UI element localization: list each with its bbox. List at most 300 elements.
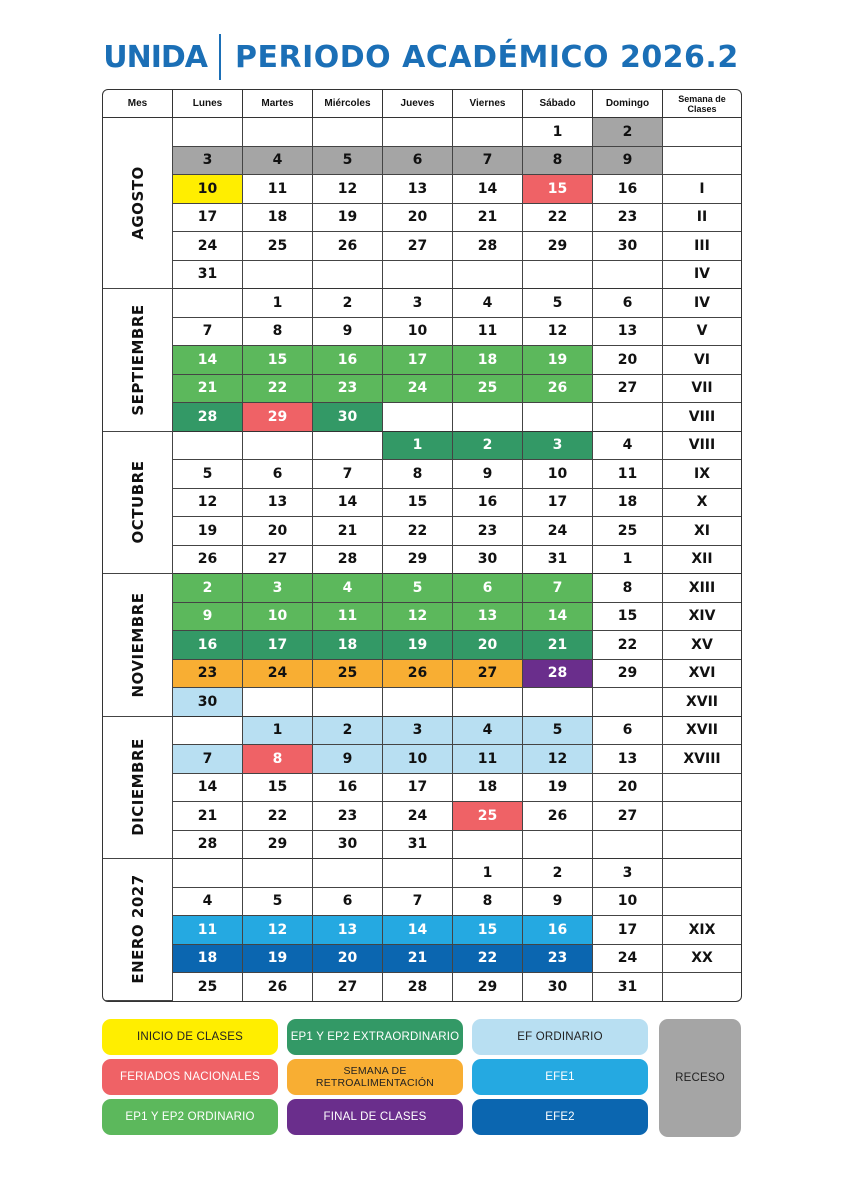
day-cell: 24 — [383, 802, 453, 831]
day-cell: 8 — [243, 745, 313, 774]
week-number-cell — [663, 774, 741, 803]
week-row — [103, 232, 741, 261]
calendar-header-row — [103, 90, 741, 118]
day-cell: 17 — [523, 489, 593, 518]
week-row — [103, 432, 741, 461]
week-row — [103, 774, 741, 803]
week-row — [103, 802, 741, 831]
day-cell: 29 — [453, 973, 523, 1001]
month-block — [103, 574, 741, 717]
legend-ep1-ep2-extraordinario — [287, 1019, 463, 1055]
day-cell: 24 — [173, 232, 243, 261]
week-number-cell: XIII — [663, 574, 741, 603]
week-number-cell: XII — [663, 546, 741, 575]
day-cell: 31 — [383, 831, 453, 860]
day-cell: 20 — [313, 945, 383, 974]
day-cell: 24 — [523, 517, 593, 546]
day-cell: 10 — [383, 318, 453, 347]
week-number-cell: XVII — [663, 688, 741, 717]
legend-ep1-ep2-ordinario — [102, 1099, 278, 1135]
day-cell: 4 — [593, 432, 663, 461]
week-number-cell — [663, 831, 741, 860]
week-number-cell: VI — [663, 346, 741, 375]
day-cell — [453, 688, 523, 717]
day-cell: 18 — [593, 489, 663, 518]
day-cell: 8 — [383, 460, 453, 489]
week-number-cell: XVIII — [663, 745, 741, 774]
week-row — [103, 517, 741, 546]
day-cell: 22 — [593, 631, 663, 660]
week-row — [103, 489, 741, 518]
day-cell: 29 — [523, 232, 593, 261]
day-cell: 31 — [593, 973, 663, 1001]
day-cell: 11 — [593, 460, 663, 489]
header-divider — [219, 34, 221, 80]
legend-label: RECESO — [675, 1072, 725, 1084]
day-cell: 4 — [313, 574, 383, 603]
day-cell: 27 — [243, 546, 313, 575]
day-cell: 19 — [243, 945, 313, 974]
day-cell: 11 — [313, 603, 383, 632]
day-cell: 13 — [313, 916, 383, 945]
day-cell — [173, 717, 243, 746]
week-number-cell — [663, 147, 741, 176]
legend-label: EF ORDINARIO — [517, 1031, 603, 1043]
month-label: SEPTIEMBRE — [128, 304, 147, 416]
page-title: PERIODO ACADÉMICO 2026.2 — [235, 39, 739, 75]
col-header-sabado: Sábado — [523, 90, 593, 118]
day-cell: 15 — [383, 489, 453, 518]
day-cell: 6 — [593, 289, 663, 318]
day-cell: 9 — [313, 745, 383, 774]
day-cell: 23 — [313, 802, 383, 831]
day-cell: 17 — [173, 204, 243, 233]
day-cell: 23 — [523, 945, 593, 974]
day-cell: 21 — [173, 375, 243, 404]
day-cell: 14 — [313, 489, 383, 518]
day-cell: 29 — [243, 403, 313, 432]
day-cell: 21 — [173, 802, 243, 831]
day-cell: 24 — [593, 945, 663, 974]
day-cell: 16 — [593, 175, 663, 204]
day-cell: 7 — [383, 888, 453, 917]
day-cell: 7 — [523, 574, 593, 603]
day-cell: 18 — [453, 774, 523, 803]
month-cell — [103, 717, 173, 860]
legend-semana-retroalimentacion — [287, 1059, 463, 1095]
week-row — [103, 318, 741, 347]
legend-label: FINAL DE CLASES — [323, 1111, 427, 1123]
day-cell: 18 — [173, 945, 243, 974]
week-row — [103, 631, 741, 660]
day-cell: 22 — [523, 204, 593, 233]
day-cell — [243, 688, 313, 717]
day-cell: 11 — [173, 916, 243, 945]
week-number-cell — [663, 859, 741, 888]
legend-inicio-de-clases — [102, 1019, 278, 1055]
day-cell — [593, 831, 663, 860]
day-cell: 14 — [173, 346, 243, 375]
week-number-cell: IX — [663, 460, 741, 489]
week-row — [103, 261, 741, 290]
day-cell — [173, 432, 243, 461]
day-cell: 16 — [313, 346, 383, 375]
day-cell: 6 — [453, 574, 523, 603]
day-cell: 25 — [593, 517, 663, 546]
day-cell: 19 — [523, 346, 593, 375]
day-cell — [243, 118, 313, 147]
week-number-cell: X — [663, 489, 741, 518]
month-cell — [103, 118, 173, 289]
day-cell — [593, 688, 663, 717]
day-cell: 27 — [593, 375, 663, 404]
day-cell: 30 — [523, 973, 593, 1001]
day-cell: 10 — [523, 460, 593, 489]
day-cell — [593, 403, 663, 432]
day-cell: 5 — [523, 717, 593, 746]
day-cell: 1 — [523, 118, 593, 147]
day-cell: 27 — [593, 802, 663, 831]
day-cell: 14 — [453, 175, 523, 204]
day-cell: 5 — [523, 289, 593, 318]
month-label: NOVIEMBRE — [128, 592, 147, 698]
day-cell: 10 — [173, 175, 243, 204]
day-cell: 5 — [173, 460, 243, 489]
day-cell: 22 — [453, 945, 523, 974]
week-number-cell: IV — [663, 261, 741, 290]
month-block — [103, 717, 741, 860]
day-cell: 9 — [313, 318, 383, 347]
week-row — [103, 375, 741, 404]
day-cell: 31 — [173, 261, 243, 290]
day-cell: 15 — [243, 346, 313, 375]
week-number-cell: III — [663, 232, 741, 261]
day-cell: 17 — [383, 346, 453, 375]
week-row — [103, 831, 741, 860]
day-cell: 3 — [243, 574, 313, 603]
legend-efe1 — [472, 1059, 648, 1095]
day-cell: 12 — [313, 175, 383, 204]
day-cell: 19 — [313, 204, 383, 233]
week-row — [103, 916, 741, 945]
day-cell: 26 — [313, 232, 383, 261]
day-cell: 14 — [523, 603, 593, 632]
day-cell: 22 — [383, 517, 453, 546]
day-cell: 6 — [313, 888, 383, 917]
day-cell: 16 — [173, 631, 243, 660]
day-cell: 13 — [243, 489, 313, 518]
day-cell: 3 — [383, 289, 453, 318]
legend — [102, 1019, 742, 1139]
day-cell: 18 — [453, 346, 523, 375]
week-number-cell — [663, 118, 741, 147]
week-row — [103, 346, 741, 375]
day-cell: 12 — [523, 745, 593, 774]
day-cell — [313, 118, 383, 147]
day-cell — [313, 261, 383, 290]
day-cell — [453, 261, 523, 290]
month-cell — [103, 432, 173, 575]
day-cell: 27 — [453, 660, 523, 689]
day-cell: 2 — [593, 118, 663, 147]
day-cell: 16 — [523, 916, 593, 945]
day-cell: 6 — [243, 460, 313, 489]
day-cell: 4 — [173, 888, 243, 917]
day-cell: 22 — [243, 802, 313, 831]
day-cell: 25 — [313, 660, 383, 689]
day-cell: 29 — [593, 660, 663, 689]
day-cell: 5 — [383, 574, 453, 603]
day-cell: 11 — [243, 175, 313, 204]
month-block — [103, 289, 741, 432]
month-cell — [103, 859, 173, 1001]
day-cell: 28 — [453, 232, 523, 261]
day-cell — [593, 261, 663, 290]
day-cell: 25 — [453, 375, 523, 404]
week-row — [103, 973, 741, 1001]
day-cell: 23 — [313, 375, 383, 404]
day-cell: 26 — [523, 375, 593, 404]
legend-final-de-clases — [287, 1099, 463, 1135]
day-cell: 4 — [453, 717, 523, 746]
day-cell — [523, 261, 593, 290]
day-cell: 27 — [383, 232, 453, 261]
page-header — [0, 34, 842, 80]
col-header-miercoles: Miércoles — [313, 90, 383, 118]
day-cell: 7 — [173, 745, 243, 774]
day-cell: 12 — [523, 318, 593, 347]
day-cell: 2 — [313, 717, 383, 746]
day-cell — [173, 289, 243, 318]
day-cell: 9 — [593, 147, 663, 176]
day-cell: 25 — [173, 973, 243, 1001]
day-cell: 8 — [593, 574, 663, 603]
legend-ef-ordinario — [472, 1019, 648, 1055]
day-cell: 11 — [453, 318, 523, 347]
day-cell: 30 — [173, 688, 243, 717]
day-cell: 6 — [383, 147, 453, 176]
week-number-cell: II — [663, 204, 741, 233]
day-cell: 13 — [593, 318, 663, 347]
day-cell: 17 — [383, 774, 453, 803]
day-cell: 30 — [313, 831, 383, 860]
day-cell: 13 — [453, 603, 523, 632]
col-header-domingo: Domingo — [593, 90, 663, 118]
day-cell: 3 — [173, 147, 243, 176]
day-cell: 19 — [173, 517, 243, 546]
month-label: OCTUBRE — [128, 460, 147, 544]
day-cell: 1 — [453, 859, 523, 888]
week-number-cell — [663, 973, 741, 1001]
week-row — [103, 717, 741, 746]
week-number-cell: XI — [663, 517, 741, 546]
day-cell: 3 — [523, 432, 593, 461]
week-number-cell: VIII — [663, 432, 741, 461]
col-header-viernes: Viernes — [453, 90, 523, 118]
day-cell: 7 — [453, 147, 523, 176]
week-number-cell — [663, 888, 741, 917]
calendar-table — [102, 89, 742, 1002]
day-cell: 11 — [453, 745, 523, 774]
day-cell: 20 — [383, 204, 453, 233]
day-cell: 2 — [173, 574, 243, 603]
day-cell: 3 — [593, 859, 663, 888]
day-cell: 23 — [593, 204, 663, 233]
day-cell: 21 — [453, 204, 523, 233]
day-cell — [243, 859, 313, 888]
day-cell: 30 — [593, 232, 663, 261]
day-cell: 6 — [593, 717, 663, 746]
day-cell — [243, 432, 313, 461]
month-cell — [103, 289, 173, 432]
day-cell: 13 — [593, 745, 663, 774]
day-cell: 7 — [313, 460, 383, 489]
month-block — [103, 432, 741, 575]
week-row — [103, 745, 741, 774]
week-row — [103, 460, 741, 489]
week-number-cell: XVII — [663, 717, 741, 746]
day-cell: 28 — [173, 831, 243, 860]
day-cell: 10 — [593, 888, 663, 917]
month-label: AGOSTO — [128, 166, 147, 240]
day-cell: 26 — [523, 802, 593, 831]
day-cell: 24 — [383, 375, 453, 404]
day-cell: 1 — [593, 546, 663, 575]
week-row — [103, 688, 741, 717]
unida-logo: UNIDA — [103, 39, 208, 75]
week-row — [103, 859, 741, 888]
day-cell: 22 — [243, 375, 313, 404]
month-label: ENERO 2027 — [128, 874, 147, 984]
week-number-cell: I — [663, 175, 741, 204]
week-number-cell — [663, 802, 741, 831]
day-cell — [313, 432, 383, 461]
day-cell: 26 — [243, 973, 313, 1001]
day-cell: 29 — [243, 831, 313, 860]
week-number-cell: IV — [663, 289, 741, 318]
week-row — [103, 147, 741, 176]
day-cell: 20 — [453, 631, 523, 660]
day-cell: 3 — [383, 717, 453, 746]
day-cell: 1 — [243, 717, 313, 746]
day-cell: 5 — [313, 147, 383, 176]
day-cell — [523, 403, 593, 432]
day-cell: 8 — [453, 888, 523, 917]
day-cell: 17 — [593, 916, 663, 945]
day-cell: 24 — [243, 660, 313, 689]
day-cell: 15 — [453, 916, 523, 945]
day-cell: 7 — [173, 318, 243, 347]
day-cell: 19 — [383, 631, 453, 660]
day-cell: 16 — [313, 774, 383, 803]
day-cell: 20 — [243, 517, 313, 546]
legend-efe2 — [472, 1099, 648, 1135]
day-cell — [453, 118, 523, 147]
day-cell — [173, 859, 243, 888]
legend-label: INICIO DE CLASES — [136, 1031, 244, 1043]
legend-label: EP1 Y EP2 EXTRAORDINARIO — [290, 1031, 460, 1043]
col-header-martes: Martes — [243, 90, 313, 118]
day-cell: 5 — [243, 888, 313, 917]
legend-label: FERIADOS NACIONALES — [120, 1071, 260, 1083]
week-row — [103, 403, 741, 432]
week-number-cell: XVI — [663, 660, 741, 689]
day-cell — [383, 118, 453, 147]
week-number-cell: XX — [663, 945, 741, 974]
day-cell: 21 — [383, 945, 453, 974]
legend-label: EP1 Y EP2 ORDINARIO — [125, 1111, 255, 1123]
day-cell: 25 — [453, 802, 523, 831]
day-cell — [523, 688, 593, 717]
day-cell: 26 — [383, 660, 453, 689]
week-row — [103, 204, 741, 233]
day-cell: 25 — [243, 232, 313, 261]
week-row — [103, 289, 741, 318]
day-cell — [523, 831, 593, 860]
week-number-cell: V — [663, 318, 741, 347]
day-cell: 14 — [383, 916, 453, 945]
day-cell: 23 — [453, 517, 523, 546]
col-header-semana: Semana de Clases — [663, 90, 741, 118]
month-block — [103, 859, 741, 1001]
day-cell: 13 — [383, 175, 453, 204]
day-cell: 2 — [313, 289, 383, 318]
col-header-mes: Mes — [103, 90, 173, 118]
day-cell: 28 — [523, 660, 593, 689]
day-cell: 8 — [523, 147, 593, 176]
day-cell — [243, 261, 313, 290]
day-cell: 8 — [243, 318, 313, 347]
day-cell: 21 — [523, 631, 593, 660]
day-cell: 19 — [523, 774, 593, 803]
day-cell: 20 — [593, 346, 663, 375]
day-cell: 28 — [313, 546, 383, 575]
week-row — [103, 546, 741, 575]
day-cell: 16 — [453, 489, 523, 518]
month-label: DICIEMBRE — [128, 738, 147, 837]
day-cell — [313, 688, 383, 717]
day-cell: 30 — [313, 403, 383, 432]
day-cell — [453, 831, 523, 860]
day-cell: 12 — [243, 916, 313, 945]
day-cell: 27 — [313, 973, 383, 1001]
day-cell — [383, 859, 453, 888]
day-cell: 23 — [173, 660, 243, 689]
day-cell: 12 — [173, 489, 243, 518]
week-row — [103, 660, 741, 689]
col-header-jueves: Jueves — [383, 90, 453, 118]
week-number-cell: VII — [663, 375, 741, 404]
day-cell: 1 — [383, 432, 453, 461]
week-row — [103, 175, 741, 204]
day-cell: 29 — [383, 546, 453, 575]
day-cell: 20 — [593, 774, 663, 803]
legend-label: SEMANA DE RETROALIMENTACIÓN — [315, 1065, 435, 1089]
day-cell: 1 — [243, 289, 313, 318]
day-cell: 30 — [453, 546, 523, 575]
day-cell: 18 — [313, 631, 383, 660]
legend-label: EFE1 — [545, 1071, 575, 1083]
legend-label: EFE2 — [545, 1111, 575, 1123]
day-cell: 4 — [243, 147, 313, 176]
day-cell: 9 — [453, 460, 523, 489]
week-number-cell: XIX — [663, 916, 741, 945]
day-cell: 14 — [173, 774, 243, 803]
week-row — [103, 945, 741, 974]
day-cell: 18 — [243, 204, 313, 233]
week-row — [103, 118, 741, 147]
day-cell: 17 — [243, 631, 313, 660]
